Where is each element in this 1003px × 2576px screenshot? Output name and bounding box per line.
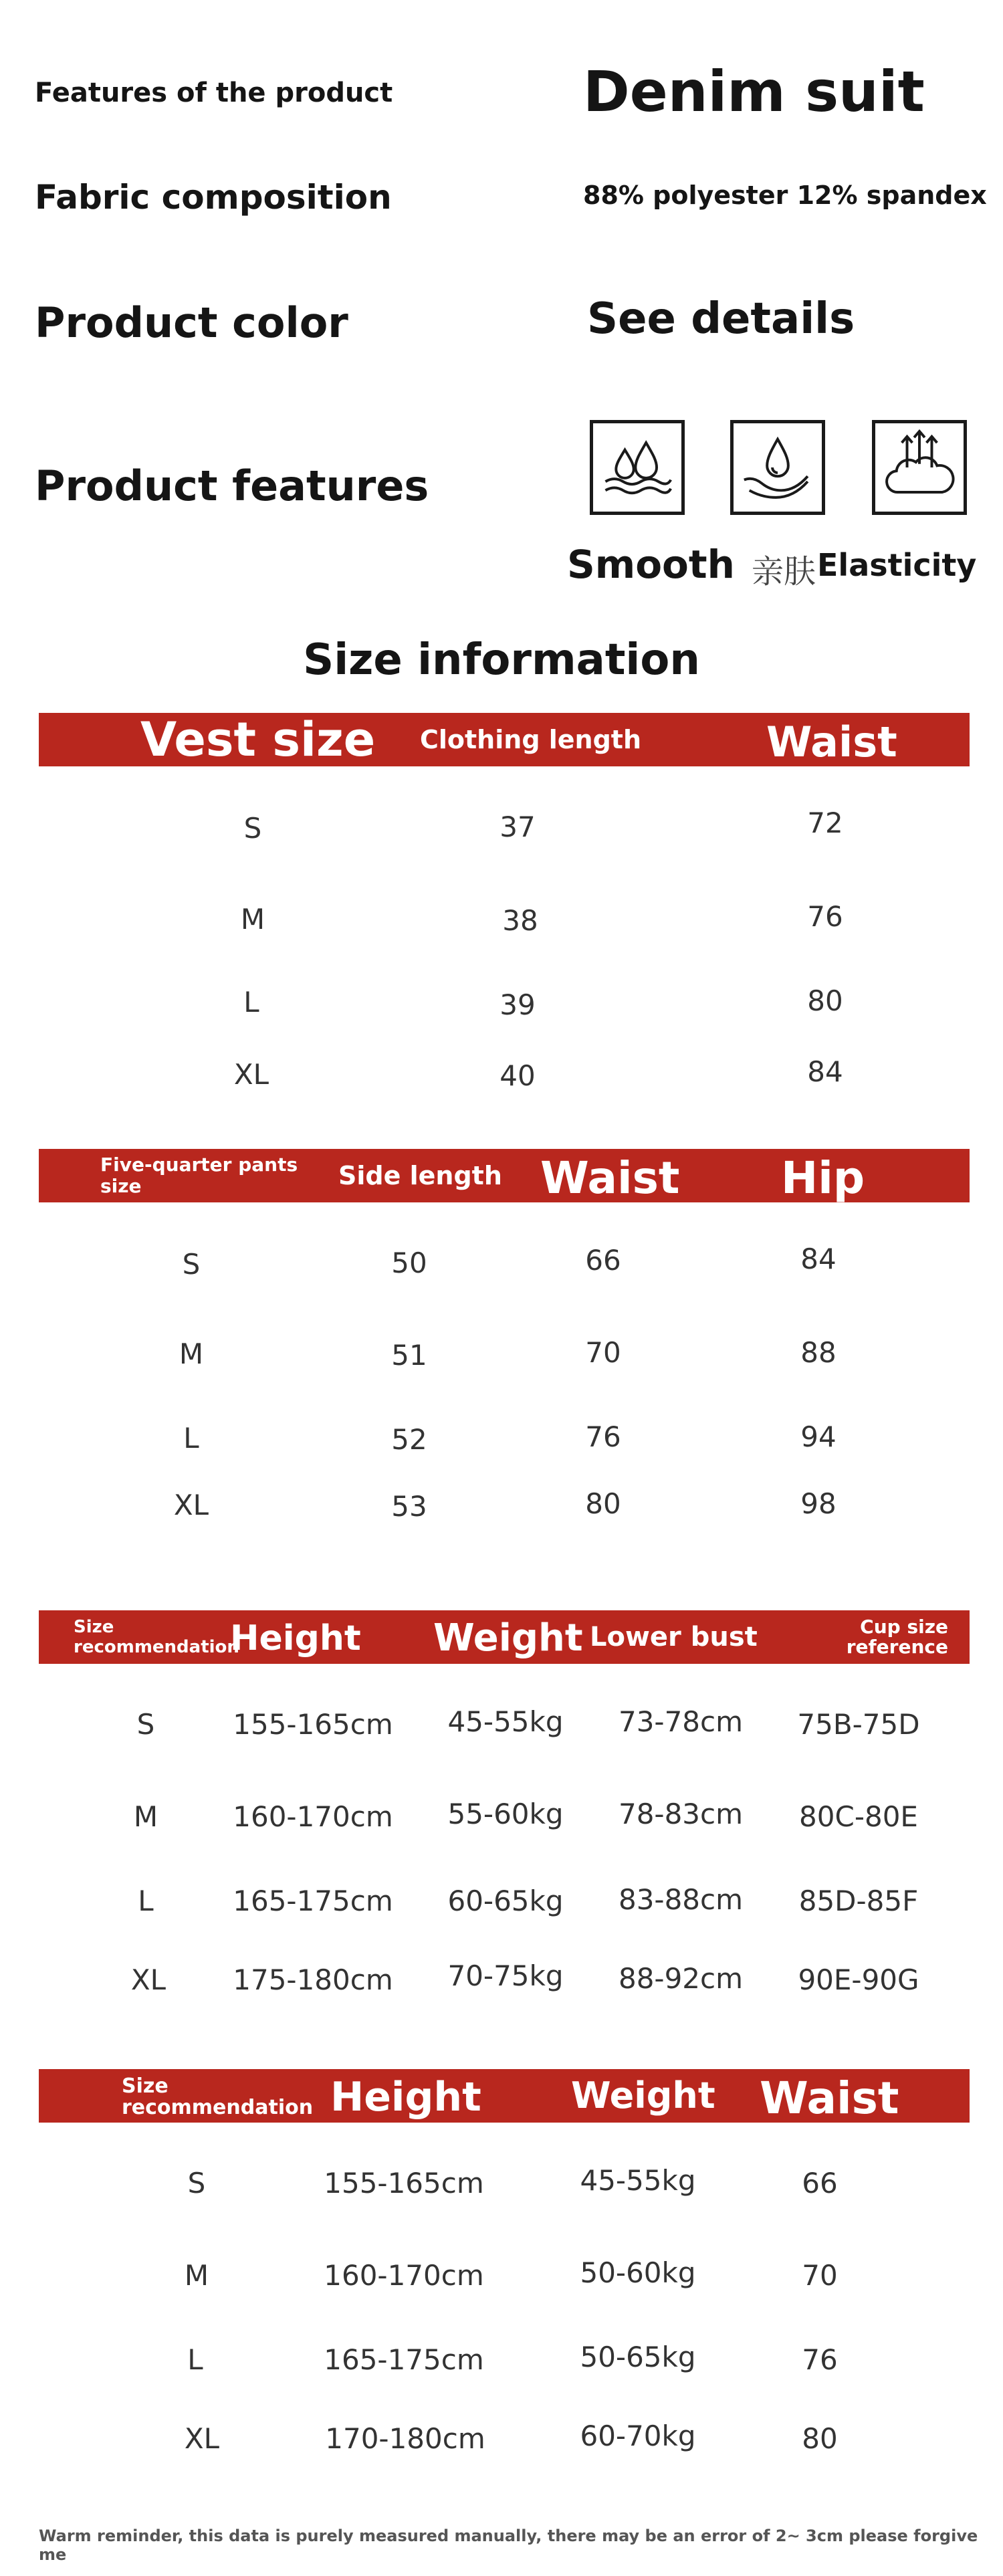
waist-cell: 76 <box>802 2343 838 2376</box>
waist-header: Waist <box>540 1152 680 1204</box>
product-features-label: Product features <box>35 461 429 510</box>
size-cell: XL <box>130 1963 166 1996</box>
weight-cell: 50-65kg <box>580 2341 696 2373</box>
height-cell: 155-165cm <box>233 1708 393 1741</box>
cup-size-cell: 90E-90G <box>798 1963 919 1996</box>
height-cell: 165-175cm <box>324 2343 484 2376</box>
clothing-length-cell: 40 <box>499 1059 536 1092</box>
lower-bust-cell: 78-83cm <box>618 1798 744 1830</box>
weight-header: Weight <box>571 2074 715 2117</box>
size-info-title: Size information <box>303 635 700 685</box>
height-cell: 155-165cm <box>324 2167 484 2199</box>
size-cell: L <box>243 986 259 1018</box>
hip-cell: 84 <box>800 1243 837 1275</box>
water-drop-hand-icon <box>730 420 825 515</box>
fabric-value: 88% polyester 12% spandex <box>583 181 987 210</box>
size-cell: M <box>179 1337 204 1370</box>
weight-cell: 70-75kg <box>447 1959 564 1992</box>
height-cell: 170-180cm <box>325 2422 485 2455</box>
hip-cell: 94 <box>800 1420 837 1453</box>
side-length-cell: 52 <box>391 1423 427 1456</box>
size-cell: M <box>184 2259 209 2292</box>
size-cell: XL <box>173 1489 209 1521</box>
weight-cell: 55-60kg <box>447 1798 564 1830</box>
size-cell: M <box>133 1800 158 1833</box>
side-length-header: Side length <box>338 1161 502 1190</box>
waist-cell: 84 <box>807 1055 843 1088</box>
hip-header: Hip <box>781 1152 865 1204</box>
size-cell: XL <box>184 2422 220 2455</box>
hip-cell: 98 <box>800 1487 837 1520</box>
lower-bust-cell: 83-88cm <box>618 1883 744 1916</box>
side-length-cell: 53 <box>391 1490 427 1523</box>
waist-cell: 80 <box>807 984 843 1017</box>
height-cell: 175-180cm <box>233 1963 393 1996</box>
lower-bust-cell: 88-92cm <box>618 1962 744 1995</box>
vest-size-header: Vest size <box>140 712 376 767</box>
lower-bust-cell: 73-78cm <box>618 1705 744 1738</box>
cup-size-cell: 85D-85F <box>798 1885 919 1917</box>
hip-cell: 88 <box>800 1336 837 1369</box>
size-cell: L <box>183 1422 199 1455</box>
cup-size-cell: 75B-75D <box>797 1708 920 1741</box>
color-label: Product color <box>35 298 348 347</box>
waist-cell: 76 <box>807 900 843 933</box>
side-length-cell: 51 <box>391 1339 427 1372</box>
feature-label-smooth: Smooth <box>567 542 735 587</box>
size-cell: S <box>243 812 262 845</box>
waist-cell: 80 <box>802 2422 838 2455</box>
height-cell: 165-175cm <box>233 1885 393 1917</box>
vest-table-header <box>39 713 970 766</box>
clothing-length-cell: 38 <box>502 904 538 937</box>
clothing-length-cell: 39 <box>499 988 536 1021</box>
size-cell: S <box>182 1248 201 1281</box>
recommendation-table-header <box>39 2069 970 2123</box>
waist-cell: 70 <box>802 2259 838 2292</box>
waist-cell: 72 <box>807 807 843 839</box>
pants-table-header <box>39 1149 970 1202</box>
color-value: See details <box>587 294 855 344</box>
side-length-cell: 50 <box>391 1247 427 1279</box>
height-header: Height <box>230 1618 361 1658</box>
height-cell: 160-170cm <box>324 2259 484 2292</box>
cup-size-header: Cup size reference <box>846 1616 948 1658</box>
weight-cell: 60-70kg <box>580 2420 696 2452</box>
clothing-length-cell: 37 <box>499 811 536 843</box>
feature-label-skin-friendly: 亲肤 <box>752 553 816 591</box>
weight-cell: 45-55kg <box>447 1705 564 1738</box>
weight-header: Weight <box>433 1616 583 1660</box>
size-cell: S <box>187 2167 206 2199</box>
size-cell: L <box>187 2343 203 2376</box>
waist-header: Waist <box>760 2072 899 2124</box>
size-cell: XL <box>233 1058 269 1091</box>
weight-cell: 50-60kg <box>580 2256 696 2289</box>
size-cell: L <box>138 1885 154 1917</box>
waist-cell: 66 <box>585 1244 621 1277</box>
pants-size-header: Five-quarter pants size <box>100 1154 298 1197</box>
lower-bust-header: Lower bust <box>590 1622 758 1652</box>
feature-label-elasticity: Elasticity <box>817 547 977 583</box>
bust-table-header <box>39 1610 970 1664</box>
size-recommendation-header: Size recommendation <box>122 2074 314 2119</box>
height-cell: 160-170cm <box>233 1800 393 1833</box>
weight-cell: 45-55kg <box>580 2164 696 2197</box>
cup-size-cell: 80C-80E <box>799 1800 918 1833</box>
waist-cell: 76 <box>585 1420 621 1453</box>
size-cell: S <box>136 1708 155 1741</box>
water-drops-waves-icon <box>590 420 685 515</box>
waist-cell: 66 <box>802 2167 838 2199</box>
height-header: Height <box>330 2074 481 2121</box>
waist-cell: 70 <box>585 1336 621 1369</box>
fabric-label: Fabric composition <box>35 178 392 217</box>
features-label: Features of the product <box>35 78 393 108</box>
waist-cell: 80 <box>585 1487 621 1520</box>
size-recommendation-header: Size recommendation <box>74 1617 239 1657</box>
cloud-arrows-icon <box>872 420 967 515</box>
weight-cell: 60-65kg <box>447 1885 564 1917</box>
waist-header: Waist <box>766 718 897 766</box>
product-title: Denim suit <box>583 59 925 124</box>
warm-reminder: Warm reminder, this data is purely measured manually, there may be an error of 2~ 3cm please forgive me <box>39 2527 978 2564</box>
size-cell: M <box>240 903 265 936</box>
clothing-length-header: Clothing length <box>420 725 642 754</box>
